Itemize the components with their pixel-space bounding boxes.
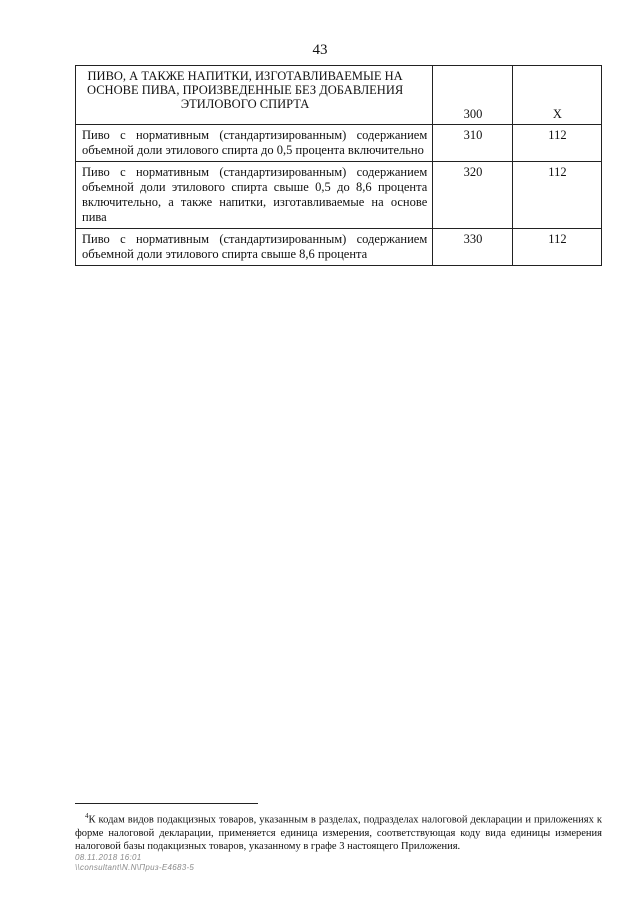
section-title-line: ПИВО, А ТАКЖЕ НАПИТКИ, ИЗГОТАВЛИВАЕМЫЕ НА: [87, 69, 403, 83]
excise-codes-table: [75, 65, 602, 266]
row-code: 310: [433, 125, 513, 162]
section-title: [76, 66, 433, 125]
row-description: Пиво с нормативным (стандартизированным) содержанием объемной доли этилового спирта свыше 0,5 до 8,6 процента включительно, а также напитки, изготавливаемые на основе пива: [76, 162, 433, 229]
row-unit: 112: [512, 125, 601, 162]
document-stamp-date: 08.11.2018 16:01: [75, 853, 142, 862]
footnote: [75, 810, 602, 853]
document-stamp-path: \\consultant\N.N\Приз-E4683-5: [75, 863, 195, 872]
page-number: 43: [312, 42, 328, 58]
row-code: 320: [433, 162, 513, 229]
table-row: [76, 162, 602, 229]
footnote-divider: [75, 803, 258, 804]
row-unit: 112: [512, 229, 601, 266]
row-unit: 112: [512, 162, 601, 229]
row-description: Пиво с нормативным (стандартизированным) содержанием объемной доли этилового спирта свыше 8,6 процента: [76, 229, 433, 266]
row-description: Пиво с нормативным (стандартизированным) содержанием объемной доли этилового спирта до 0,5 процента включительно: [76, 125, 433, 162]
row-code: 330: [433, 229, 513, 266]
footnote-text: К кодам видов подакцизных товаров, указанным в разделах, подразделах налоговой декларации и приложениях к форме налоговой декларации, применяется единица измерения, соответствующая коду вида единицы измерения налоговой базы подакцизных товаров, указанному в графе 3 настоящего Приложения.: [75, 814, 602, 852]
table-section-header: [76, 66, 602, 125]
section-title-line: ЭТИЛОВОГО СПИРТА: [180, 97, 310, 111]
section-code: 300: [433, 66, 513, 125]
section-title-line: ОСНОВЕ ПИВА, ПРОИЗВЕДЕННЫЕ БЕЗ ДОБАВЛЕНИЯ: [87, 83, 404, 97]
table-row: [76, 125, 602, 162]
footnote-marker: 4: [85, 812, 89, 820]
section-unit: Х: [512, 66, 601, 125]
table-row: [76, 229, 602, 266]
